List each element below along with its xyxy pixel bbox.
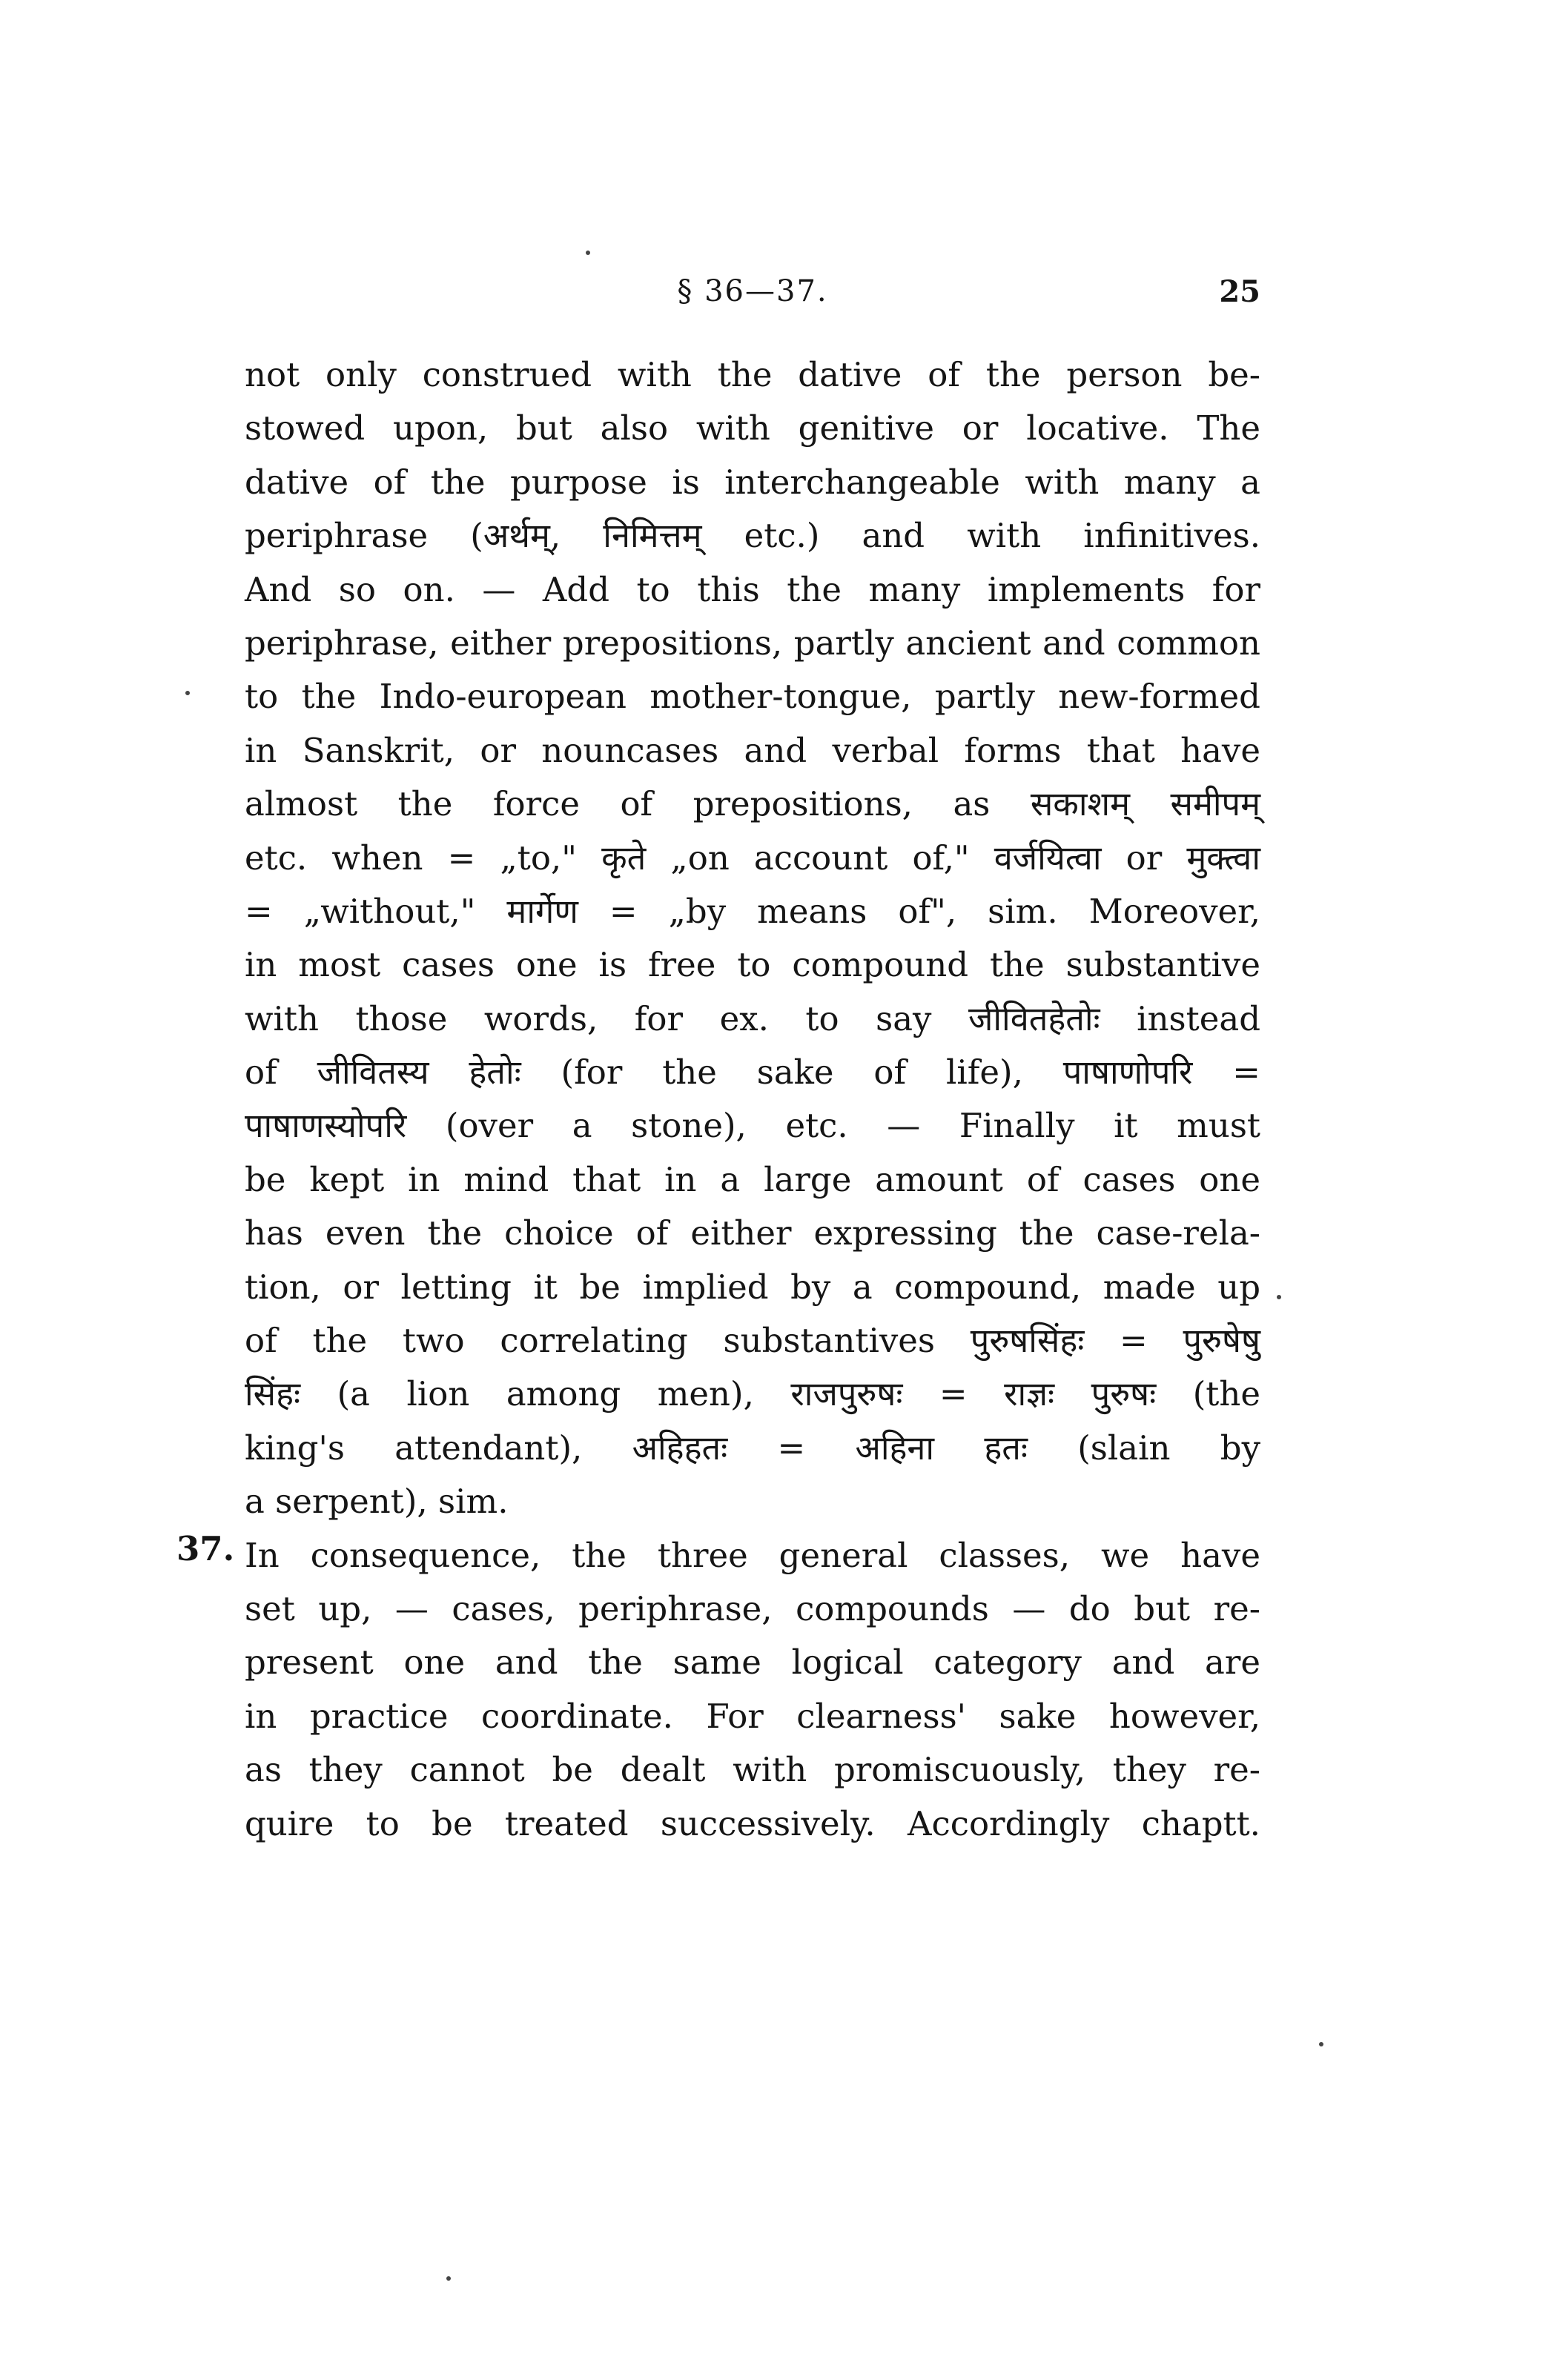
text-line: in practice coordinate. For clearness' sake however,	[245, 1696, 1260, 1736]
page-header	[245, 274, 1260, 319]
body-text	[176, 348, 1260, 1851]
page-number: 25	[1219, 274, 1260, 309]
text-line: set up, — cases, periphrase, compounds — do but re-	[245, 1588, 1260, 1628]
text-line: dative of the purpose is interchangeable with many a	[245, 462, 1260, 502]
text-line: in most cases one is free to compound the substantive	[245, 945, 1260, 985]
text-line: periphrase, either prepositions, partly ancient and common	[245, 623, 1260, 663]
text-line: with those words, for ex. to say जीवितहेतोः instead	[245, 998, 1260, 1038]
scan-speck	[1277, 1295, 1281, 1299]
text-line: And so on. — Add to this the many implements for	[245, 569, 1260, 609]
text-line: etc. when = „to," कृते „on account of," वर्जयित्वा or मुक्त्वा	[245, 838, 1260, 878]
scan-speck	[1319, 2042, 1323, 2046]
text-line: tion, or letting it be implied by a compound, made up	[245, 1267, 1260, 1307]
text-line: a serpent), sim.	[245, 1482, 509, 1522]
text-line: पाषाणस्योपरि (over a stone), etc. — Finally it must	[245, 1106, 1260, 1146]
text-line: of the two correlating substantives पुरुषसिंहः = पुरुषेषु	[245, 1321, 1260, 1361]
text-line: to the Indo-european mother-tongue, partly new-formed	[245, 677, 1260, 717]
text-line: stowed upon, but also with genitive or locative. The	[245, 408, 1260, 448]
text-line: has even the choice of either expressing the case-rela-	[245, 1213, 1260, 1253]
paragraph-number: 37.	[176, 1528, 235, 1568]
scan-speck	[185, 691, 190, 695]
text-line: almost the force of prepositions, as सकाशम् समीपम्	[245, 784, 1260, 824]
text-line: of जीवितस्य हेतोः (for the sake of life), पाषाणोपरि =	[245, 1053, 1260, 1093]
scan-speck	[586, 251, 590, 255]
text-line: सिंहः (a lion among men), राजपुरुषः = राज्ञः पुरुषः (the	[245, 1374, 1260, 1414]
text-line: In consequence, the three general classes, we have	[245, 1535, 1260, 1575]
text-line: quire to be treated successively. Accordingly chaptt.	[245, 1803, 1260, 1843]
text-line: be kept in mind that in a large amount of cases one	[245, 1159, 1260, 1199]
paragraph-37-first-line	[176, 1528, 1260, 1582]
section-reference: § 36—37.	[677, 274, 828, 308]
text-line: = „without," मार्गेण = „by means of", sim. Moreover,	[245, 891, 1260, 931]
text-line: as they cannot be dealt with promiscuously, they re-	[245, 1750, 1260, 1790]
scan-speck	[446, 2276, 451, 2281]
text-line: periphrase (अर्थम्, निमित्तम् etc.) and with infinitives.	[245, 516, 1260, 556]
text-line: king's attendant), अहिहतः = अहिना हतः (slain by	[245, 1428, 1260, 1468]
text-line: in Sanskrit, or nouncases and verbal forms that have	[245, 730, 1260, 770]
text-line: not only construed with the dative of the person be-	[245, 355, 1260, 394]
text-line: present one and the same logical category and are	[245, 1643, 1260, 1683]
